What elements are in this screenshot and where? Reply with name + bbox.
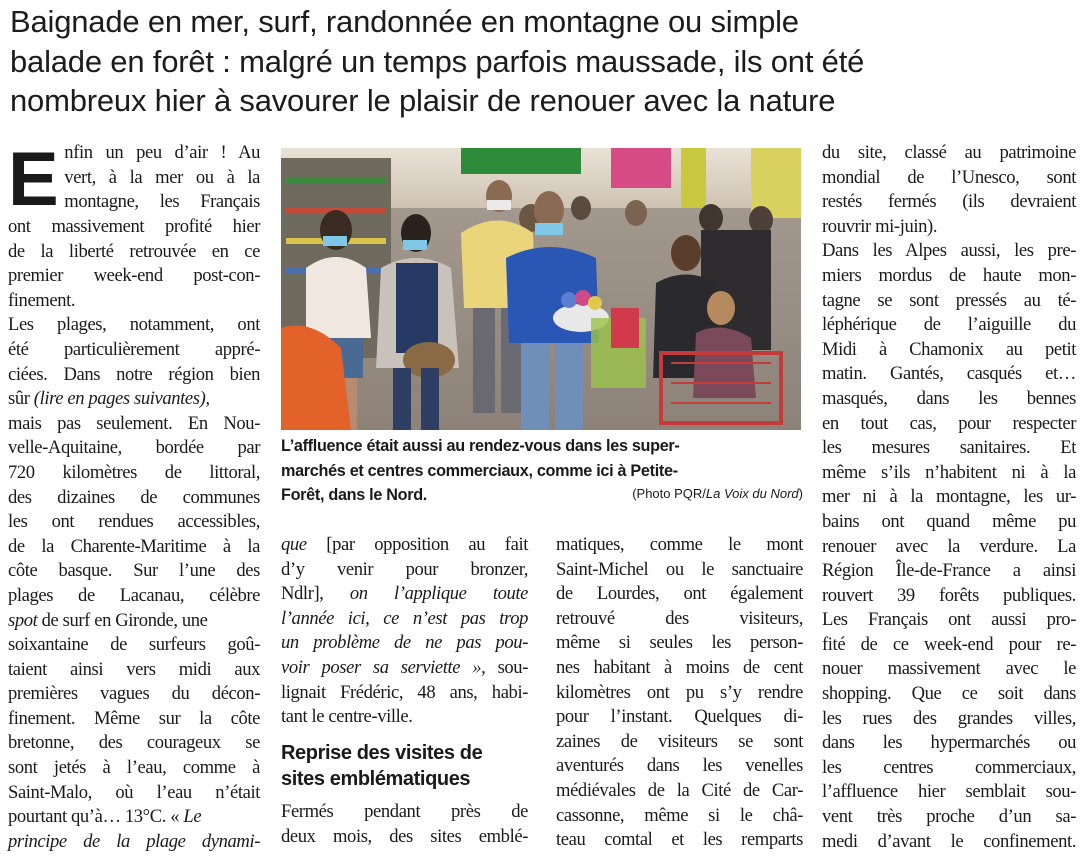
text-line: plages de Lacanau, célèbre [8,584,260,606]
text-fragment: pourtant qu’à… 13°C. « [8,806,180,828]
text-line: côte basque. Sur l’une des [8,560,260,582]
text-line: zaines de visiteurs se sont [556,730,803,752]
text-line: velle-Aquitaine, bordée par [8,437,260,459]
text-line: nes habitant à moins de cent [556,656,803,678]
text-line [281,533,528,558]
text-line: taient ainsi vers midi aux [8,658,260,680]
text-line: pour l’instant. Quelques di- [556,706,803,728]
text-line: cassonne, même si le châ- [556,804,803,826]
text-line: sont jetés à l’eau, comme à [8,757,260,779]
headline-line: Baignade en mer, surf, randonnée en montagne ou simple [10,4,799,39]
text-line: médiévales de la Cité de Car- [556,779,803,801]
text-line: ciées. Dans notre région bien [8,363,260,385]
text-line: lignait Frédéric, 48 ans, habi- [281,681,528,703]
text-line [281,607,528,632]
text-fragment: sûr [8,388,30,410]
text-line: miers mordus de haute mon- [822,264,1076,286]
text-line: les mesures sanitaires. Et [822,437,1076,459]
text-line: nouer massivement avec le [822,658,1076,680]
text-line: même s’ils n’habitent ni à la [822,461,1076,483]
text-line: shopping. Que ce soit dans [822,683,1076,705]
text-line: mondial de l’Unesco, sont [822,166,1076,188]
text-line: même si seules les person- [556,632,803,654]
credit-text: ) [798,486,803,501]
text-line: Saint-Malo, où l’eau n’était [8,781,260,803]
text-line: Midi à Chamonix au petit [822,338,1076,360]
text-fragment: voir poser sa serviette », [281,656,486,678]
text-fragment: principe de la plage dynami- [8,830,260,852]
text-fragment: on l’applique toute [349,583,528,605]
text-line: aventurés dans les venelles [556,755,803,777]
text-line [8,387,260,412]
text-fragment: de surf en Gironde, une [41,609,208,631]
credit-text: (Photo PQR/ [632,486,706,501]
text-line: été particulièrement appré- [8,338,260,360]
text-fragment: (lire en pages suivantes), [33,388,210,410]
text-line: Région Île-de-France a ainsi [822,560,1076,582]
text-line [281,656,528,681]
text-line: rouvert 39 forêts publiques. [822,584,1076,606]
text-line: teau comtal et les remparts [556,829,803,851]
text-line [8,609,260,634]
caption-line: marchés et centres commerciaux, comme ici à Petite- [281,461,678,480]
text-line: les ont rendues accessibles, [8,511,260,533]
text-line: finement. [8,289,76,311]
caption-line: L’affluence était aussi au rendez-vous dans les super- [281,437,680,455]
text-fragment: Le [183,806,202,828]
text-fragment: un problème de ne pas pou- [281,632,528,654]
text-line: mer ni à la montagne, les ur- [822,486,1076,508]
text-line: mais pas seulement. En Nou- [8,412,260,434]
text-fragment: l’année ici, ce n’est pas trop [281,607,528,629]
text-line: du site, classé au patrimoine [822,142,1076,163]
article-column-2-continued [281,800,528,849]
text-line: vert, à la mer ou à la [64,166,260,188]
text-line: matin. Gantés, casqués et… [822,363,1076,385]
text-line [281,631,528,656]
article-column-3 [556,533,803,853]
text-line: de la Charente-Maritime à la [8,535,260,557]
text-line: deux mois, des sites emblé- [281,825,528,847]
text-line: premières vagues du décon- [8,683,260,705]
text-line: medi d’avant le confinement. [822,830,1076,852]
photo-caption [281,434,803,508]
text-line: matiques, comme le mont [556,534,803,555]
text-line: Les plages, notamment, ont [8,314,260,336]
text-line: soixantaine de surfeurs goû- [8,634,260,656]
article-column-4 [822,141,1076,854]
text-line: vent très proche d’un sa- [822,806,1076,828]
text-line: Les Français ont aussi pro- [822,609,1076,631]
text-fragment: sou- [497,656,528,678]
text-line: d’y venir pour bronzer, [281,558,528,580]
text-line: ont massivement profité hier [8,216,260,237]
text-line: en tout cas, pour respecter [822,412,1076,434]
text-line: restés fermés (ils devraient [822,191,1076,213]
text-line: fité de ce week-end pour re- [822,633,1076,655]
article-column-2 [281,533,528,730]
text-line: l’affluence hier semblait sou- [822,781,1076,803]
section-subheading [281,740,531,792]
text-line: tagne se sont pressés au té- [822,289,1076,311]
subheading-line: sites emblématiques [281,768,471,790]
article-headline [10,2,1085,121]
text-fragment: [par opposition au fait [326,534,528,555]
text-line: bains ont quand même pu [822,510,1076,532]
photo-credit [632,482,803,507]
photo-illustration [281,148,801,430]
drop-cap: E [8,137,59,222]
text-fragment: spot [8,609,38,631]
text-line: de Lourdes, ont également [556,583,803,605]
caption-line: Forêt, dans le Nord. [281,486,428,504]
headline-line: nombreux hier à savourer le plaisir de renouer avec la nature [10,83,836,118]
text-line: retrouvé des visiteurs, [556,607,803,629]
text-line: rouvrir mi-juin). [822,215,938,237]
text-line: Saint-Michel ou le sanctuaire [556,558,803,580]
supermarket-photo [281,148,801,430]
text-line: de la liberté retrouvée en ce [8,240,260,262]
text-line [8,830,260,855]
text-line [281,582,528,607]
text-line: Dans les Alpes aussi, les pre- [822,240,1076,262]
text-line: kilomètres ont pu s’y rendre [556,681,803,703]
text-line [8,805,260,830]
text-line: nfin un peu d’air ! Au [64,142,260,163]
text-line: masqués, dans les bennes [822,387,1076,409]
text-line: finement. Même sur la côte [8,707,260,729]
text-line: léphérique de l’aiguille du [822,314,1076,336]
text-line: bretonne, des courageux se [8,732,260,754]
text-line: les rues des grandes villes, [822,707,1076,729]
text-fragment: que [281,534,307,555]
headline-line: balade en forêt : malgré un temps parfois maussade, ils ont été [10,43,865,79]
text-line: dans les hypermarchés ou [822,732,1076,754]
text-line: tant le centre-ville. [281,706,413,728]
credit-source: La Voix du Nord [705,486,799,501]
text-line: renouer avec la verdure. La [822,535,1076,557]
text-line: premier week-end post-con- [8,265,260,287]
text-line: Fermés pendant près de [281,801,528,822]
text-line: 720 kilomètres de littoral, [8,461,260,483]
subheading-line: Reprise des visites de [281,742,483,764]
article-column-1 [8,137,260,854]
text-line: des dizaines de communes [8,486,260,508]
text-line: les centres commerciaux, [822,756,1076,778]
text-fragment: Ndlr], [281,583,324,605]
text-line: montagne, les Français [64,191,260,213]
